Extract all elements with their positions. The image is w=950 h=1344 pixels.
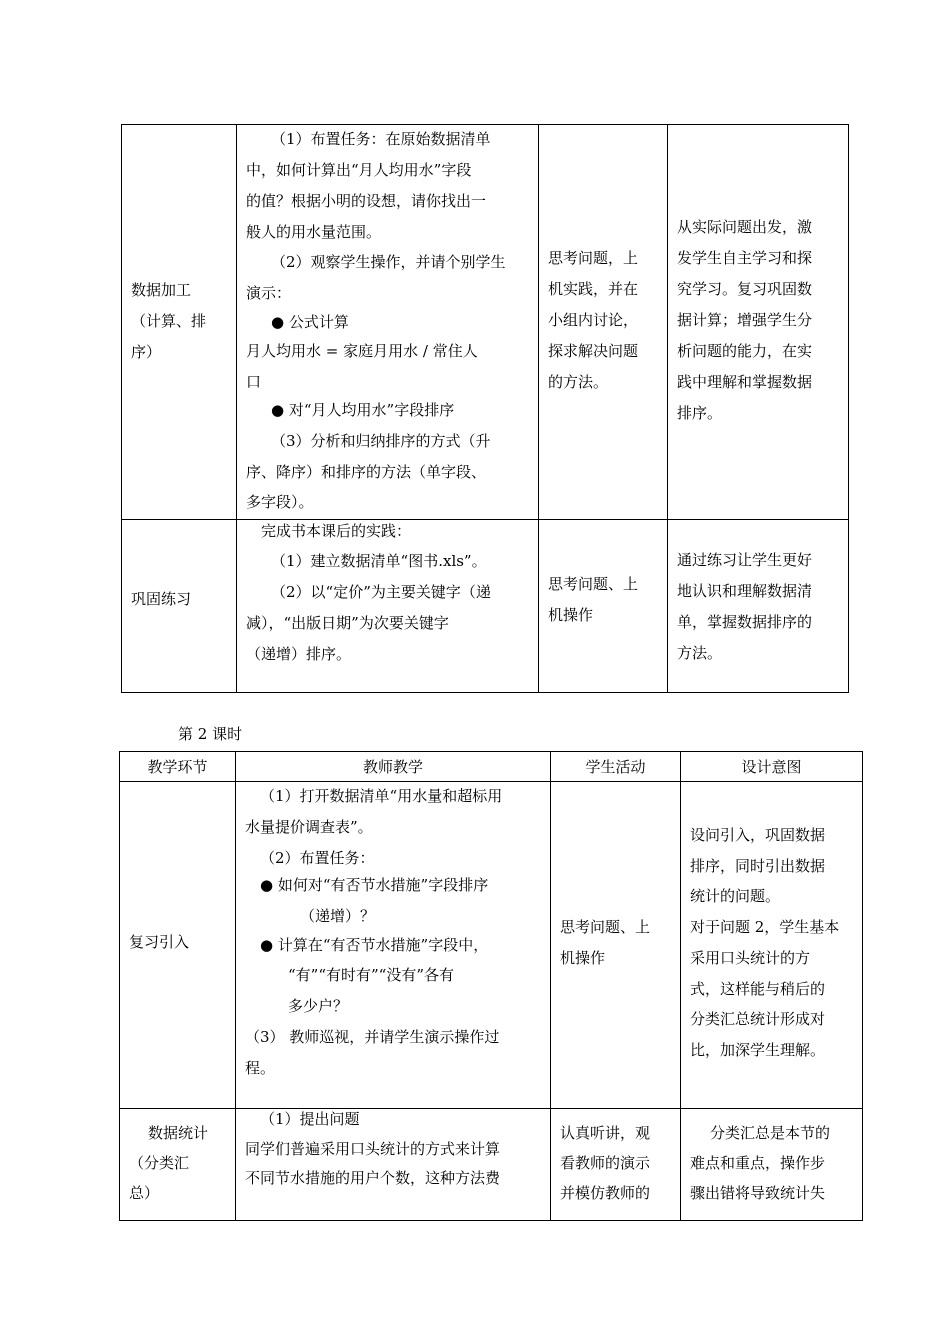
intent-text: 骤出错将导致统计失: [690, 1184, 826, 1202]
stage-cell: [122, 520, 237, 693]
column-header: 学生活动: [551, 752, 681, 782]
column-header: 教学环节: [120, 752, 236, 782]
intent-text: 比，加深学生理解。: [690, 1041, 826, 1059]
intent-cell: [668, 125, 849, 520]
intent-text: 分类汇总统计形成对: [690, 1010, 826, 1028]
student-text: 并模仿教师的: [560, 1184, 651, 1202]
teacher-cell: [237, 520, 539, 693]
intent-text: 从实际问题出发，激: [677, 218, 813, 236]
intent-text: 究学习。复习巩固数: [677, 280, 813, 298]
teacher-text: （2）布置任务：: [260, 849, 375, 867]
student-text: 思考问题、上: [560, 918, 651, 936]
intent-text: 采用口头统计的方: [690, 949, 811, 967]
intent-cell: [668, 520, 849, 693]
student-text: 小组内讨论，: [548, 311, 639, 329]
teacher-text: （1）提出问题: [260, 1110, 360, 1128]
teacher-text: 同学们普遍采用口头统计的方式来计算: [245, 1140, 501, 1158]
stage-cell: [120, 1109, 236, 1221]
intent-text: 难点和重点，操作步: [690, 1154, 826, 1172]
student-text: 认真听讲，观: [560, 1124, 651, 1142]
table-row: [122, 125, 849, 520]
teacher-text: （1）建立数据清单“图书.xls”。: [271, 552, 487, 570]
teacher-text: 月人均用水 = 家庭月用水 / 常住人: [246, 342, 478, 360]
student-cell: [539, 125, 668, 520]
student-text: 思考问题，上: [548, 249, 639, 267]
intent-text: 对于问题 2，学生基本: [690, 918, 840, 936]
teacher-text: 程。: [245, 1059, 276, 1077]
student-cell: [551, 782, 681, 1109]
intent-text: 析问题的能力，在实: [677, 342, 813, 360]
stage-text: 数据加工: [131, 281, 192, 299]
teacher-text: 中，如何计算出“月人均用水”字段: [246, 161, 472, 179]
intent-text: 方法。: [677, 644, 723, 662]
teacher-text: 减），“出版日期”为次要关键字: [246, 614, 449, 632]
teacher-text: （2）观察学生操作，并请个别学生: [271, 253, 506, 271]
stage-cell: [120, 782, 236, 1109]
student-text: 探求解决问题: [548, 342, 639, 360]
table-row: [120, 782, 863, 1109]
table-row: [120, 1109, 863, 1221]
student-text: 机实践，并在: [548, 280, 639, 298]
teacher-text: ● 对“月人均用水”字段排序: [271, 401, 455, 419]
stage-text: 巩固练习: [131, 590, 192, 608]
teacher-text: （3）分析和归纳排序的方式（升: [271, 432, 491, 450]
stage-text: 序）: [131, 343, 162, 361]
intent-text: 统计的问题。: [690, 887, 781, 905]
stage-text: 数据统计: [148, 1124, 209, 1142]
intent-cell: [681, 782, 863, 1109]
teacher-cell: [236, 1109, 551, 1221]
intent-text: 发学生自主学习和探: [677, 249, 813, 267]
teacher-text: 演示：: [246, 284, 292, 302]
student-cell: [551, 1109, 681, 1221]
teacher-text: “有”“有时有”“没有”各有: [288, 966, 455, 984]
stage-text: 复习引入: [129, 933, 190, 951]
teacher-text: （1）布置任务：在原始数据清单: [271, 130, 491, 148]
teacher-text: ● 计算在“有否节水措施”字段中，: [260, 936, 489, 954]
intent-text: 单，掌握数据排序的: [677, 613, 813, 631]
student-cell: [539, 520, 668, 693]
stage-cell: [122, 125, 237, 520]
teacher-cell: [236, 782, 551, 1109]
teacher-text: ● 如何对“有否节水措施”字段排序: [260, 876, 489, 894]
stage-text: （计算、排: [131, 312, 207, 330]
teacher-text: （2）以“定价”为主要关键字（递: [271, 583, 491, 601]
stage-text: （分类汇: [129, 1154, 190, 1172]
teacher-text: 多少户？: [288, 997, 349, 1015]
table-header-row: [120, 752, 863, 782]
lesson-plan-table-1: [121, 124, 849, 693]
student-text: 看教师的演示: [560, 1154, 651, 1172]
intent-text: 排序，同时引出数据: [690, 857, 826, 875]
teacher-text: 般人的用水量范围。: [246, 223, 382, 241]
intent-text: 通过练习让学生更好: [677, 551, 813, 569]
stage-text: 总）: [129, 1184, 160, 1202]
intent-text: 式，这样能与稍后的: [690, 980, 826, 998]
column-header: 教师教学: [236, 752, 551, 782]
student-text: 思考问题、上: [548, 575, 639, 593]
teacher-cell: [237, 125, 539, 520]
intent-text: 分类汇总是本节的: [710, 1124, 831, 1142]
table-row: [122, 520, 849, 693]
intent-text: 设问引入，巩固数据: [690, 826, 826, 844]
teacher-text: （递增）排序。: [246, 645, 352, 663]
teacher-text: 口: [246, 373, 262, 391]
teacher-text: （3） 教师巡视，并请学生演示操作过: [245, 1028, 500, 1046]
teacher-text: 多字段）。: [246, 493, 314, 511]
teacher-text: 的值？根据小明的设想，请你找出一: [246, 192, 487, 210]
lesson-plan-table-2: [119, 751, 863, 1221]
intent-text: 排序。: [677, 404, 723, 422]
teacher-text: （1）打开数据清单“用水量和超标用: [260, 787, 503, 805]
teacher-text: 完成书本课后的实践：: [261, 522, 412, 540]
intent-text: 践中理解和掌握数据: [677, 373, 813, 391]
intent-text: 地认识和理解数据清: [677, 582, 813, 600]
teacher-text: 序、降序）和排序的方法（单字段、: [246, 463, 487, 481]
teacher-text: （递增）？: [300, 907, 376, 925]
teacher-text: ● 公式计算: [271, 313, 349, 331]
lesson-period-caption: 第 2 课时: [178, 725, 243, 743]
student-text: 机操作: [548, 606, 594, 624]
intent-text: 据计算；增强学生分: [677, 311, 813, 329]
student-text: 机操作: [560, 949, 606, 967]
teacher-text: 不同节水措施的用户个数，这种方法费: [245, 1169, 501, 1187]
student-text: 的方法。: [548, 373, 609, 391]
intent-cell: [681, 1109, 863, 1221]
teacher-text: 水量提价调查表”。: [245, 818, 373, 836]
column-header: 设计意图: [681, 752, 863, 782]
